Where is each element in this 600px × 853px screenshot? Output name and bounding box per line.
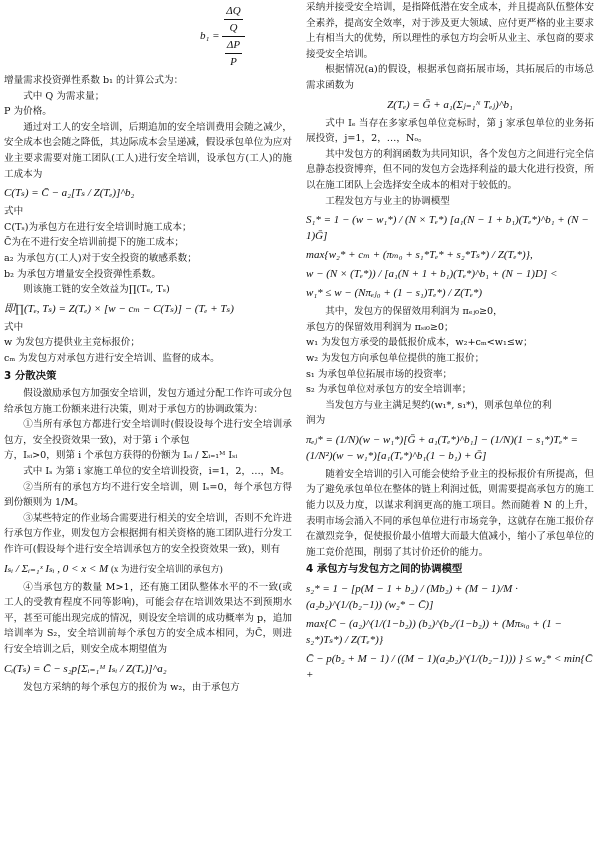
para-runs: 润为 — [306, 415, 326, 427]
para-model: 工程发包方与业主的协调模型 — [325, 195, 450, 207]
equation-b1 — [4, 3, 292, 70]
para-w1: w₁ 为发包方承受的最低报价成本，w₂+cₘ<w₁≤w； — [306, 337, 533, 349]
section-heading-3: 3 分散决策 — [4, 369, 57, 382]
section-heading-4: 4 承包方与发包方之间的协调模型 — [306, 563, 463, 576]
para-s1: s₁ 为承包单位拓展市场的投资率； — [306, 368, 453, 380]
eq-b1-num-bottom: Q — [229, 22, 238, 34]
equation-profit: 即∏(Tₑ, Tₛ) = Z(Tₑ) × [w − cₘ − C(Tₛ)] − (Tₑ + Tₛ) — [4, 302, 234, 315]
para-case-4: ④当承包方的数量 M>1，还有施工团队整体水平的不一致(或工人的受教育程度不同等影响)，可能会存在培训效果达不到预期水平，甚至可能出现完成的情况，则设安全培训的成功概率为 p，追加培训率为 S₂，安全培训前每个承包方的安全成本相同，为C̄，则进行安全培训之后，则安全成本期望值为 — [4, 581, 292, 655]
para-ie: 式中 Iₑ 当存在多家承包单位竞标时，第 j 家承包单位的业务拓展投资，j=1，2，…，Nₒ。 — [306, 117, 594, 145]
eq-b1-denominator — [225, 37, 242, 70]
para-where2: 式中 — [4, 321, 24, 333]
para-s2: s₂ 为承包单位对承包方的安全培训率； — [306, 384, 472, 396]
para-cts: C(Tₛ)为承包方在进行安全培训时施工成本； — [4, 221, 192, 233]
equation-max1: max{w₂* + cₘ + (πₘ₀ + s₁*Tₑ* + s₂*Tₛ*) / Z(Tₑ*)}, — [306, 249, 533, 262]
para-p: P 为价格。 — [4, 106, 52, 118]
equation-pi: πₑⱼ* = (1/N)(w − w₁*)[Ḡ + a₁(Tₑ*)^b₁] − (1/N)(1 − s₁*)Tₑ* = (1/N²)(w − w₁*)[a₁(Tₑ*)^b₁(1 − b₁) + Ḡ] — [306, 433, 578, 462]
eq-b1-num-top: ΔQ — [224, 3, 242, 20]
para-b2: b₂ 为承包方增量安全投资弹性系数。 — [4, 268, 161, 280]
eq-b1-den-bottom: P — [230, 56, 237, 68]
para-top: 采纳并接受安全培训，是指降低潜在安全成本，并且提高队伍整体安全素养，提高安全效率，对于涉及更大领域、应付更严格的业主要求上有相当大的优势，所以理性的承包方均会听从业主、承包商的要求接受安全培训。 — [306, 2, 594, 60]
equation-s1: S₁* = 1 − (w − w₁*) / (N × Tₑ*) [a₁(N − 1 + b₁)(Tₑ*)^b₁ + (N − 1)Ḡ] — [306, 214, 589, 243]
equation-s2: s₂* = 1 − [p(M − 1 + b₂) / (Mb₂) + (M − 1)/M · (a₂b₂)^(1/(b₂−1)) (w₂* − C̄)] — [306, 583, 518, 612]
eq-b1-numerator — [224, 3, 242, 36]
eq-b1-den-top: ΔP — [225, 37, 242, 54]
para-reserve2: 承包方的保留效用利润为 πₛᵢ₀≥0； — [306, 321, 454, 333]
para-chain: 则该施工链的安全效益为∏(Tₑ, Tₛ) — [23, 284, 170, 296]
eq-c3-note: (x 为进行安全培训的承包方) — [110, 563, 223, 574]
left-column — [4, 0, 292, 853]
equation-case-4: Cᵢ(Tₛ) = C̄ − s₂p[Σᵢ₌₁ᴹ Iₛᵢ / Z(Tₑ)]^a₂ — [4, 662, 167, 675]
para-case-2: ②当所有的承包方均不进行安全培训，则 Iₛ=0，每个承包方得到份额则为 1/M。 — [4, 481, 292, 509]
equation-ineq1: w − (N × (Tₑ*)) / [a₁(N + 1 + b₁)(Tₑ*)^b₁ + (N − 1)D] < — [306, 268, 558, 281]
equation-cost: C(Tₛ) = C̄ − a₂[Tₛ / Z(Tₑ)]^b₂ — [4, 187, 135, 200]
para-discuss: 随着安全培训的引入可能会使给予业主的投标报价有所提高，但为了避免承包单位在整体的链上利润过低，则需要提高承包方的施工能力以及力度，以谋求利润更高的施工项目。然而随着 N 的上升，表明市场会涌入不同的承包单位进行市场竞争，这就存在施工报价存在激烈竞争，促使报价最小值增大而最大值减小，缩小了承包单位的施工竞价范围，削弱了其讨价还价的能力。 — [306, 468, 594, 558]
right-column — [306, 0, 594, 853]
equation-last: C̄ − p(b₂ + M − 1) / ((M − 1)(a₂b₂)^(1/(b₂−1))) } ≤ w₂* < min{C̄ + — [306, 653, 593, 682]
eq-c3-body: Iₛᵢ / Σᵢ₌₁ˣ Iₛᵢ , 0 < x < M — [4, 562, 109, 575]
para-case-1: ①当所有承包方都进行安全培训时(假设设每个进行安全培训承包方，安全投资效果一致)，对于第 i 个承包 — [4, 419, 292, 446]
para-w2: w₂ 为发包方向承包单位提供的施工报价； — [306, 352, 485, 364]
para-where: 式中 — [4, 206, 24, 218]
eq-b1-fraction — [222, 3, 244, 70]
para-cm: cₘ 为发包方对承包方进行安全培训、监督的成本。 — [4, 352, 220, 364]
para-case-1c: 式中 Iₛ 为第 i 家施工单位的安全培训投资，i=1，2，…，M。 — [23, 466, 290, 478]
para-w: w 为发包方提供业主竞标报价； — [4, 337, 140, 349]
equation-market: Z(Tₑ) = Ḡ + a₁(Σⱼ₌₁ᴺ Tₑⱼ)^b₁ — [387, 98, 513, 111]
para-profit: 其中发包方的利润函数为共同知识，各个发包方之间进行完全信息静态投资博弈，但不同的发包方会选择利益的最大化进行投资，所以在施工团队上会选择安全成本的相对于较低的。 — [306, 148, 594, 191]
para-3-intro: 假设激励承包方加强安全培训，发包方通过分配工作许可或分包给承包方施工份额来进行决策，则对于承包方的协调政策为： — [4, 388, 292, 415]
eq-b1-lhs: b₁ = — [200, 30, 223, 43]
equation-case-3 — [4, 561, 292, 577]
para-market: 根据情况(a)的假设，根据承包商拓展市场，其拓展后的市场总需求函数为 — [306, 64, 594, 91]
equation-ineq2: w₁* ≤ w − (Nπₑⱼ₀ + (1 − s₁)Tₑ*) / Z(Tₑ*) — [306, 287, 483, 300]
para-contract: 当发包方与业主满足契约(w₁*, s₁*)，则承包单位的利 — [325, 399, 552, 411]
para-bottom: 发包方采纳的每个承包方的报价为 w₂，由于承包方 — [23, 681, 240, 693]
equation-max2: max{C̄ − (a₂)^(1/(1−b₂)) (b₂)^(b₂/(1−b₂)) + (Mπₛᵢ₀ + (1 − s₂*)Tₛ*) / Z(Tₑ*)} — [306, 618, 562, 647]
para-cbar: C̄为在不进行安全培训前提下的施工成本； — [4, 237, 185, 249]
para-a2: a₂ 为承包方(工人)对于安全投资的敏感系数； — [4, 252, 197, 264]
para-elasticity: 增量需求投资弹性系数 b₁ 的计算公式为： — [4, 75, 184, 86]
para-q: 式中 Q 为需求量； — [23, 90, 105, 102]
para-reserve: 其中，发包方的保留效用利润为 πₑⱼ₀≥0， — [325, 306, 503, 318]
para-case-1b: 方，Iₛᵢ>0，则第 i 个承包方获得的份额为 Iₛᵢ / Σᵢ₌₁ᴹ Iₛᵢ — [4, 450, 238, 462]
para-training: 通过对工人的安全培训，后期追加的安全培训费用会随之减少，安全成本也会随之降低，其边际成本会呈递减，假设承包单位为应对业主要求需要对施工团队(工人)进行安全培训，设承包方(工人)的施工成本为 — [4, 121, 292, 180]
para-case-3: ③某些特定的作业场合需要进行相关的安全培训，否则不允许进行承包方作业，则发包方会根据拥有相关资格的施工团队进行分发工作许可(假设每个进行安全培训承包方的安全投资效果一致)，则有 — [4, 512, 292, 556]
